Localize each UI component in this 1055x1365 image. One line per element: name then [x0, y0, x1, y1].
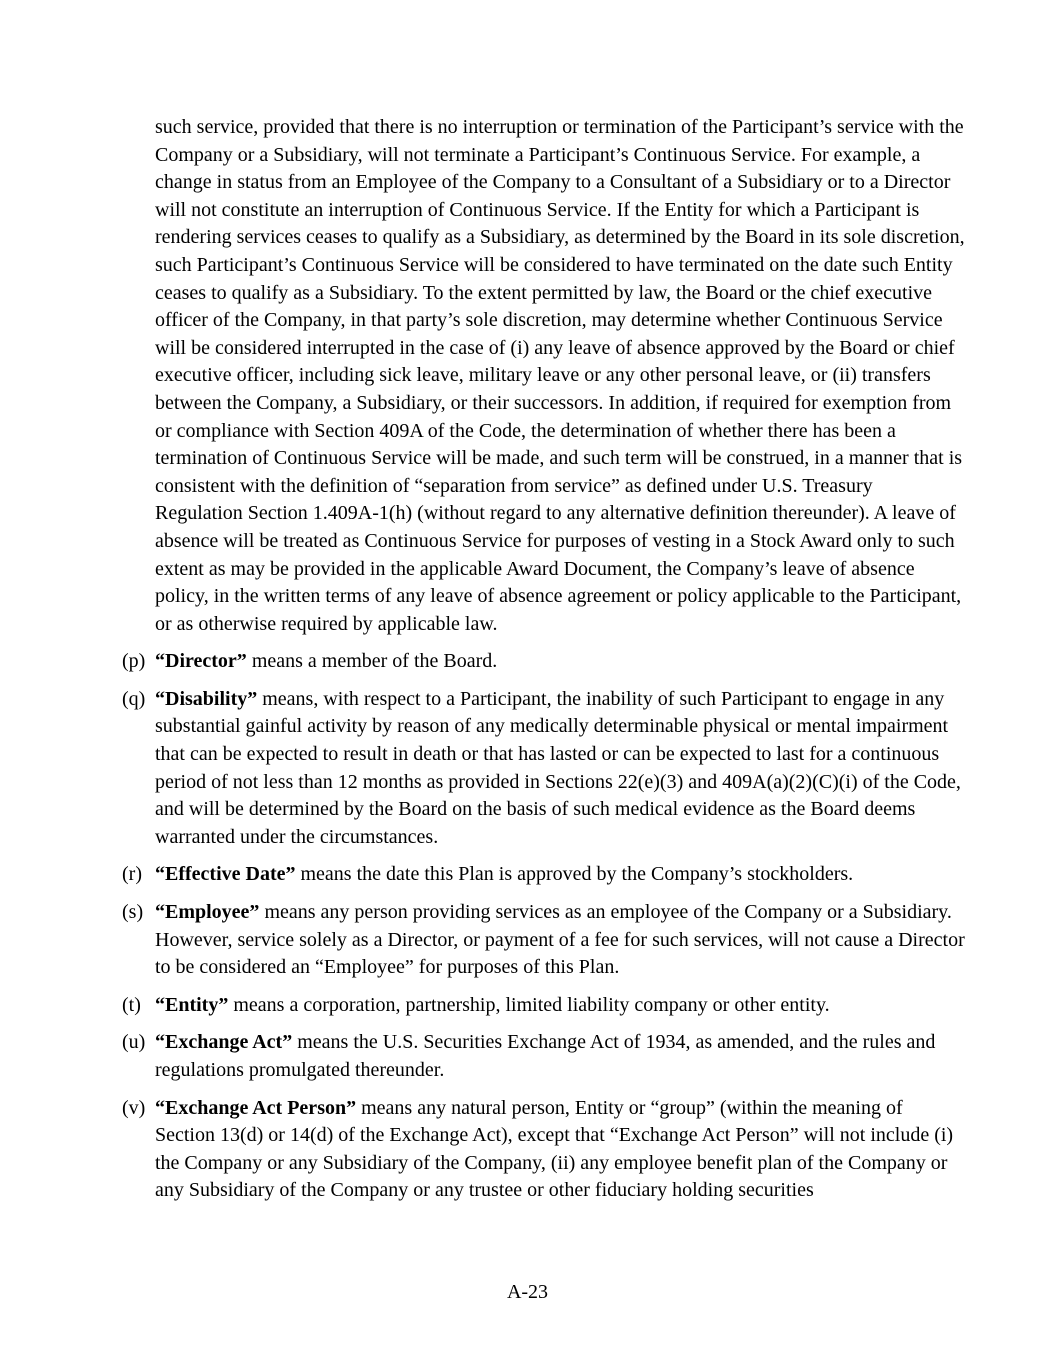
definition-term: “Effective Date” [155, 863, 296, 886]
definition-item-director [122, 648, 965, 676]
definition-term: “Exchange Act Person” [155, 1096, 357, 1119]
definition-term: “Entity” [155, 993, 229, 1016]
definition-text [155, 861, 965, 889]
definition-text [155, 648, 965, 676]
definition-term: “Employee” [155, 901, 260, 924]
definition-rest: means any person providing services as an employee of the Company or a Subsidiary. However, service solely as a Director, or payment of a fee for such services, will not cause a Director to be considered an “Employee” for purposes of this Plan. [155, 901, 965, 979]
definition-text [155, 992, 965, 1020]
definition-item-exchange-act-person [122, 1095, 965, 1205]
definition-label: (v) [122, 1096, 146, 1119]
continuation-paragraph: such service, provided that there is no interruption or termination of the Participant’s service with the Company or a Subsidiary, will not terminate a Participant’s Continuous Service. For example, a change in status from an Employee of the Company to a Consultant of a Subsidiary or to a Director will not constitute an interruption of Continuous Service. If the Entity for which a Participant is rendering services ceases to qualify as a Subsidiary, as determined by the Board in its sole discretion, such Participant’s Continuous Service will be considered to have terminated on the date such Entity ceases to qualify as a Subsidiary. To the extent permitted by law, the Board or the chief executive officer of the Company, in that party’s sole discretion, may determine whether Continuous Service will be considered interrupted in the case of (i) any leave of absence approved by the Board or chief executive officer, including sick leave, military leave or any other personal leave, or (ii) transfers between the Company, a Subsidiary, or their successors. In addition, if required for exemption from or compliance with Section 409A of the Code, the determination of whether there has been a termination of Continuous Service will be made, and such term will be construed, in a manner that is consistent with the definition of “separation from service” as defined under U.S. Treasury Regulation Section 1.409A-1(h) (without regard to any alternative definition thereunder). A leave of absence will be treated as Continuous Service for purposes of vesting in a Stock Award only to such extent as may be provided in the applicable Award Document, the Company’s leave of absence policy, in the written terms of any leave of absence agreement or policy applicable to the Participant, or as otherwise required by applicable law. [155, 116, 965, 635]
definition-label: (s) [122, 901, 144, 924]
definition-label: (r) [122, 863, 142, 886]
definition-rest: means a corporation, partnership, limited liability company or other entity. [228, 993, 830, 1016]
definition-term: “Disability” [155, 687, 258, 710]
definition-label: (q) [122, 687, 146, 710]
definition-term: “Exchange Act” [155, 1031, 293, 1054]
page-number: A-23 [506, 1281, 549, 1304]
definition-rest: means the date this Plan is approved by the Company’s stockholders. [295, 863, 854, 886]
definition-item-disability [122, 686, 965, 852]
definition-label: (p) [122, 650, 146, 673]
document-content [122, 114, 965, 1205]
definition-rest: means the U.S. Securities Exchange Act of 1934, as amended, and the rules and regulations promulgated thereunder. [155, 1031, 936, 1081]
definition-text [155, 1029, 965, 1084]
definition-item-effective-date [122, 861, 965, 889]
definition-text [155, 1095, 965, 1205]
definition-item-exchange-act [122, 1029, 965, 1084]
definition-text [155, 899, 965, 982]
definition-item-employee [122, 899, 965, 982]
definition-label: (u) [122, 1031, 146, 1054]
definition-term: “Director” [155, 650, 247, 673]
definition-text [155, 686, 965, 852]
definition-rest: means, with respect to a Participant, the inability of such Participant to engage in any substantial gainful activity by reason of any medically determinable physical or mental impairment that can be expected to result in death or that has lasted or can be expected to last for a continuous period of not less than 12 months as provided in Sections 22(e)(3) and 409A(a)(2)(C)(i) of the Code, and will be determined by the Board on the basis of such medical evidence as the Board deems warranted under the circumstances. [155, 687, 961, 848]
definition-rest: means a member of the Board. [246, 650, 498, 673]
definition-label: (t) [122, 993, 141, 1016]
definition-rest: means any natural person, Entity or “group” (within the meaning of Section 13(d) or 14(d) of the Exchange Act), except that “Exchange Act Person” will not include (i) the Company or any Subsidiary of the Company, (ii) any employee benefit plan of the Company or any Subsidiary of the Company or any trustee or other fiduciary holding securities [155, 1096, 954, 1202]
definition-item-entity [122, 992, 965, 1020]
